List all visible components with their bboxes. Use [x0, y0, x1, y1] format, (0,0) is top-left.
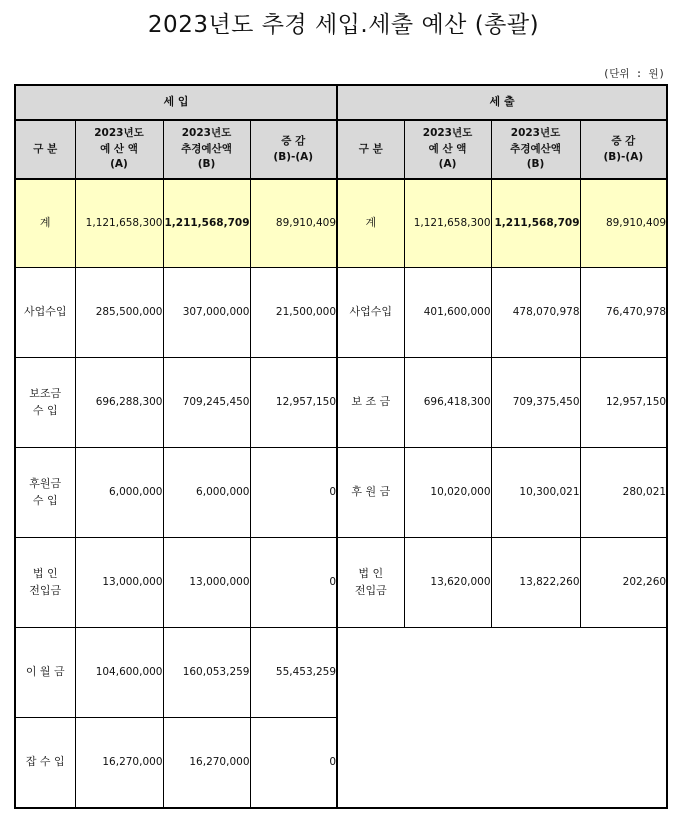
expenditure-b: 709,375,450 [491, 358, 580, 448]
revenue-diff: 21,500,000 [250, 268, 337, 358]
table-row [15, 358, 667, 448]
revenue-diff-header: 증 감 (B)-(A) [250, 120, 337, 179]
revenue-category-header: 구 분 [15, 120, 75, 179]
expenditure-diff: 280,021 [580, 448, 667, 538]
row-label: 법 인 전입금 [337, 538, 404, 628]
revenue-a: 285,500,000 [75, 268, 163, 358]
expenditure-a: 13,620,000 [404, 538, 491, 628]
expenditure-diff-header: 증 감 (B)-(A) [580, 120, 667, 179]
row-label: 잡 수 입 [15, 718, 75, 809]
revenue-b: 6,000,000 [163, 448, 250, 538]
row-label: 법 인 전입금 [15, 538, 75, 628]
revenue-diff: 0 [250, 538, 337, 628]
row-label: 후원금 수 입 [15, 448, 75, 538]
expenditure-a: 10,020,000 [404, 448, 491, 538]
expenditure-b: 10,300,021 [491, 448, 580, 538]
revenue-diff: 12,957,150 [250, 358, 337, 448]
expenditure-budget-a-header: 2023년도 예 산 액 (A) [404, 120, 491, 179]
row-label: 사업수입 [15, 268, 75, 358]
revenue-a: 16,270,000 [75, 718, 163, 809]
table-row [15, 538, 667, 628]
revenue-diff: 0 [250, 718, 337, 809]
revenue-diff: 89,910,409 [250, 179, 337, 268]
expenditure-diff: 89,910,409 [580, 179, 667, 268]
total-row [15, 179, 667, 268]
revenue-a: 13,000,000 [75, 538, 163, 628]
expenditure-a: 1,121,658,300 [404, 179, 491, 268]
expenditure-category-header: 구 분 [337, 120, 404, 179]
table-row [15, 628, 667, 718]
table-row [15, 268, 667, 358]
revenue-a: 104,600,000 [75, 628, 163, 718]
revenue-diff: 55,453,259 [250, 628, 337, 718]
expenditure-budget-b-header: 2023년도 추경예산액 (B) [491, 120, 580, 179]
row-label: 보 조 금 [337, 358, 404, 448]
expenditure-diff: 12,957,150 [580, 358, 667, 448]
revenue-diff: 0 [250, 448, 337, 538]
expenditure-b: 13,822,260 [491, 538, 580, 628]
revenue-a: 6,000,000 [75, 448, 163, 538]
table-row [15, 448, 667, 538]
row-label: 보조금 수 입 [15, 358, 75, 448]
revenue-b: 709,245,450 [163, 358, 250, 448]
expenditure-diff: 202,260 [580, 538, 667, 628]
unit-label: (단위 : 원) [602, 68, 665, 80]
page-title: 2023년도 추경 세입.세출 예산 (총괄) [147, 12, 540, 38]
revenue-a: 696,288,300 [75, 358, 163, 448]
expenditure-b: 478,070,978 [491, 268, 580, 358]
row-label: 계 [15, 179, 75, 268]
empty-area [337, 628, 667, 809]
budget-table [14, 84, 668, 809]
revenue-budget-b-header: 2023년도 추경예산액 (B) [163, 120, 250, 179]
revenue-b: 1,211,568,709 [163, 179, 250, 268]
revenue-b: 160,053,259 [163, 628, 250, 718]
revenue-b: 307,000,000 [163, 268, 250, 358]
revenue-budget-a-header: 2023년도 예 산 액 (A) [75, 120, 163, 179]
expenditure-section-header: 세 출 [337, 85, 667, 120]
expenditure-a: 696,418,300 [404, 358, 491, 448]
revenue-a: 1,121,658,300 [75, 179, 163, 268]
row-label: 후 원 금 [337, 448, 404, 538]
expenditure-b: 1,211,568,709 [491, 179, 580, 268]
revenue-b: 13,000,000 [163, 538, 250, 628]
expenditure-diff: 76,470,978 [580, 268, 667, 358]
revenue-b: 16,270,000 [163, 718, 250, 809]
row-label: 계 [337, 179, 404, 268]
row-label: 이 월 금 [15, 628, 75, 718]
revenue-section-header: 세 입 [15, 85, 337, 120]
row-label: 사업수입 [337, 268, 404, 358]
expenditure-a: 401,600,000 [404, 268, 491, 358]
